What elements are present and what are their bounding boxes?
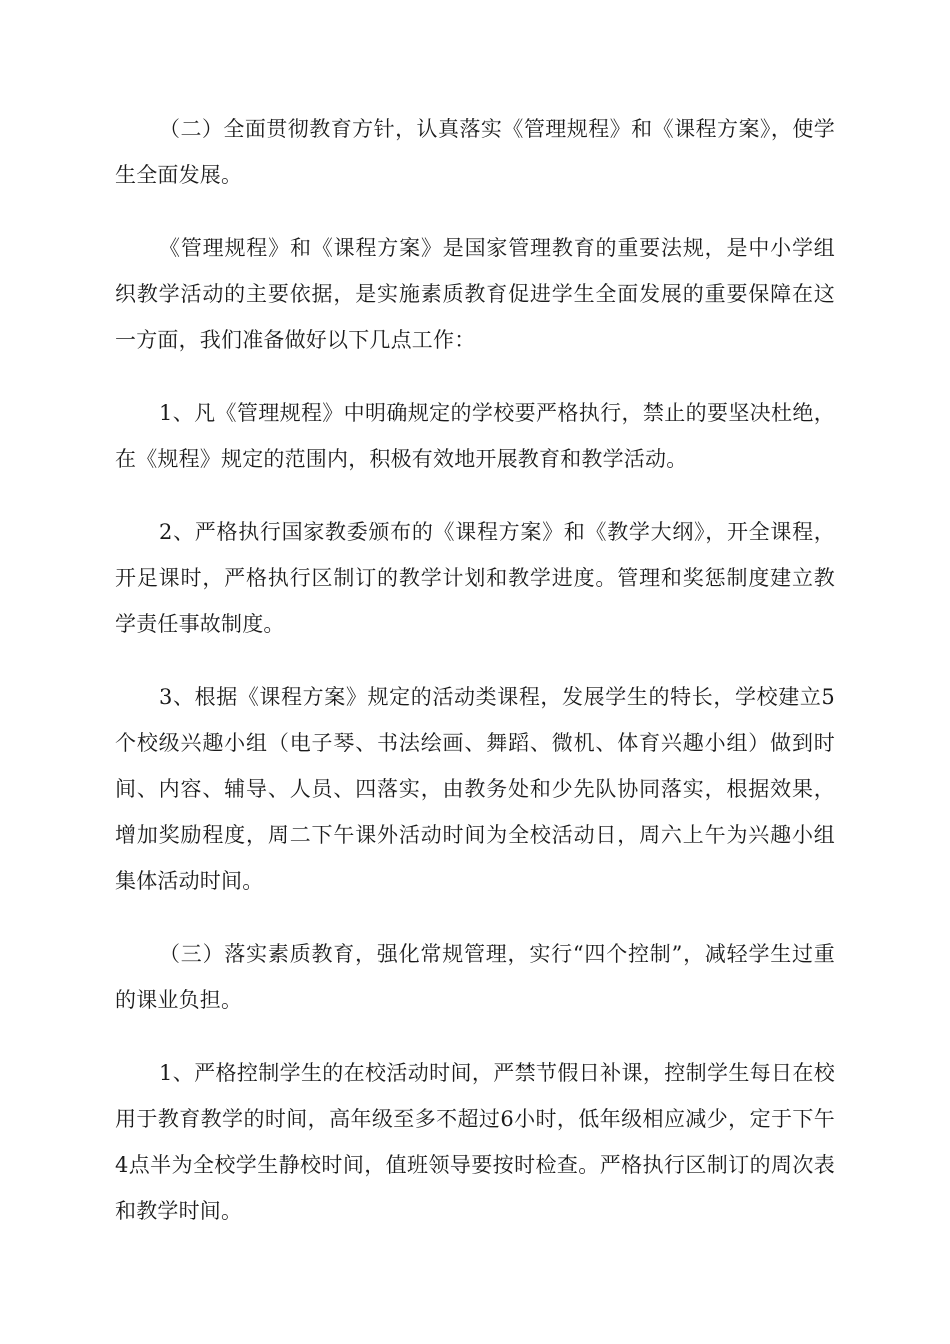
list-item-1-section-3: 1、严格控制学生的在校活动时间，严禁节假日补课，控制学生每日在校用于教育教学的时间，高年级至多不超过6小时，低年级相应减少，定于下午4点半为全校学生静校时间，值班领导要按时检查。严格执行区制订的周次表和教学时间。 — [115, 1061, 835, 1223]
list-item-1: 1、凡《管理规程》中明确规定的学校要严格执行，禁止的要坚决杜绝，在《规程》规定的范围内，积极有效地开展教育和教学活动。 — [115, 401, 835, 471]
list-item-3: 3、根据《课程方案》规定的活动类课程，发展学生的特长，学校建立5个校级兴趣小组（电子琴、书法绘画、舞蹈、微机、体育兴趣小组）做到时间、内容、辅导、人员、四落实，由教务处和少先队协同落实，根据效果，增加奖励程度，周二下午课外活动时间为全校活动日，周六上午为兴趣小组集体活动时间。 — [115, 685, 835, 893]
section-heading-2: （二）全面贯彻教育方针，认真落实《管理规程》和《课程方案》，使学生全面发展。 — [115, 117, 835, 187]
section-heading-3: （三）落实素质教育，强化常规管理，实行“四个控制”，减轻学生过重的课业负担。 — [115, 942, 835, 1012]
list-item-2: 2、严格执行国家教委颁布的《课程方案》和《教学大纲》，开全课程，开足课时，严格执行区制订的教学计划和教学进度。管理和奖惩制度建立教学责任事故制度。 — [115, 520, 835, 636]
paragraph: 《管理规程》和《课程方案》是国家管理教育的重要法规，是中小学组织教学活动的主要依据，是实施素质教育促进学生全面发展的重要保障在这一方面，我们准备做好以下几点工作： — [115, 236, 835, 352]
document-body — [115, 106, 835, 1261]
